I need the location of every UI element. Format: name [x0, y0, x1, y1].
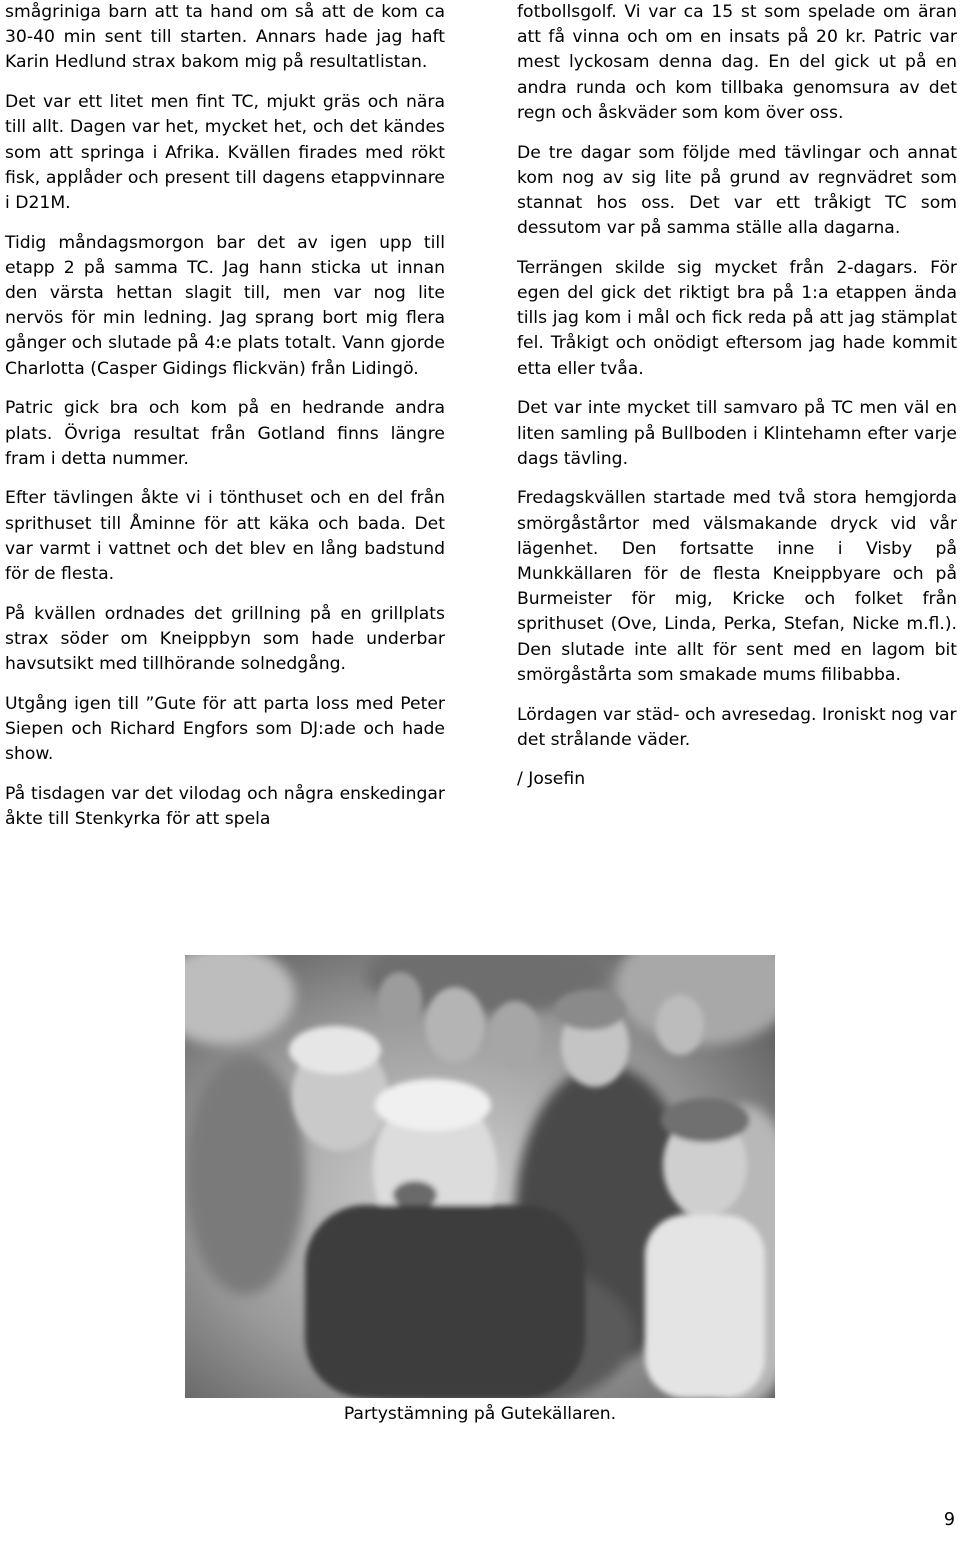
paragraph: På tisdagen var det vilodag och några enskedingar åkte till Stenkyrka för att spela — [5, 783, 445, 830]
right-text-column — [517, 0, 957, 807]
paragraph: Utgång igen till ”Gute för att parta loss med Peter Siepen och Richard Engfors som DJ:ade och hade show. — [5, 693, 445, 765]
paragraph: På kvällen ordnades det grillning på en grillplats strax söder om Kneippbyn som hade underbar havsutsikt med tillhörande solnedgång. — [5, 603, 445, 675]
page-number: 9 — [943, 1510, 955, 1530]
party-photo-image — [185, 955, 775, 1398]
left-text-column — [5, 0, 445, 847]
paragraph: Efter tävlingen åkte vi i tönthuset och en del från sprithuset till Åminne för att käka och bada. Det var varmt i vattnet och det blev en lång badstund för de flesta. — [5, 488, 445, 585]
paragraph: Lördagen var städ- och avresedag. Ironiskt nog var det strålande väder. — [517, 704, 957, 750]
party-photo — [185, 955, 775, 1398]
paragraph: Det var ett litet men fint TC, mjukt gräs och nära till allt. Dagen var het, mycket het, och det kändes som att springa i Afrika. Kvällen firades med rökt fisk, applåder och present till dagens etappvinnare i D21M. — [5, 92, 445, 213]
paragraph: De tre dagar som följde med tävlingar och annat kom nog av sig lite på grund av regnvädret som stannat hos oss. Det var ett tråkigt TC som dessutom var på samma ställe alla dagarna. — [517, 142, 957, 239]
paragraph: fotbollsgolf. Vi var ca 15 st som spelade om äran att få vinna och om en insats på 20 kr. Patric var mest lyckosam denna dag. En del gick ut på en andra runda och kom tillbaka genomsura av det regn och åskväder som kom över oss. — [517, 2, 957, 123]
paragraph: smågriniga barn att ta hand om så att de kom ca 30-40 min sent till starten. Annars hade jag haft Karin Hedlund strax bakom mig på resultatlistan. — [5, 2, 445, 73]
paragraph: Fredagskvällen startade med två stora hemgjorda smörgåstårtor med välsmakande dryck vid vår lägenhet. Den fortsatte inne i Visby på Munkkällaren för de flesta Kneippbyare och på Burmeister för mig, Kricke och folket från sprithuset (Ove, Linda, Perka, Stefan, Nicke m.fl.). Den slutade inte allt för sent med en lagom bit smörgåstårta som smakade mums filibabba. — [517, 488, 957, 685]
paragraph: Det var inte mycket till samvaro på TC men väl en liten samling på Bullboden i Klintehamn efter varje dags tävling. — [517, 398, 957, 469]
paragraph: Terrängen skilde sig mycket från 2-dagars. För egen del gick det riktigt bra på 1:a etappen ända tills jag kom i mål och fick reda på att jag stämplat fel. Tråkigt och onödigt eftersom jag hade kommit etta eller tvåa. — [517, 257, 957, 379]
paragraph: Tidig måndagsmorgon bar det av igen upp till etapp 2 på samma TC. Jag hann sticka ut innan den värsta hettan slagit till, men var nog lite nervös för min ledning. Jag sprang bort mig flera gånger och slutade på 4:e plats totalt. Vann gjorde Charlotta (Casper Gidings flickvän) från Lidingö. — [5, 232, 445, 379]
signature: / Josefin — [517, 769, 586, 790]
paragraph: Patric gick bra och kom på en hedrande andra plats. Övriga resultat från Gotland finns längre fram i detta nummer. — [5, 398, 445, 469]
photo-caption: Partystämning på Gutekällaren. — [343, 1404, 617, 1424]
